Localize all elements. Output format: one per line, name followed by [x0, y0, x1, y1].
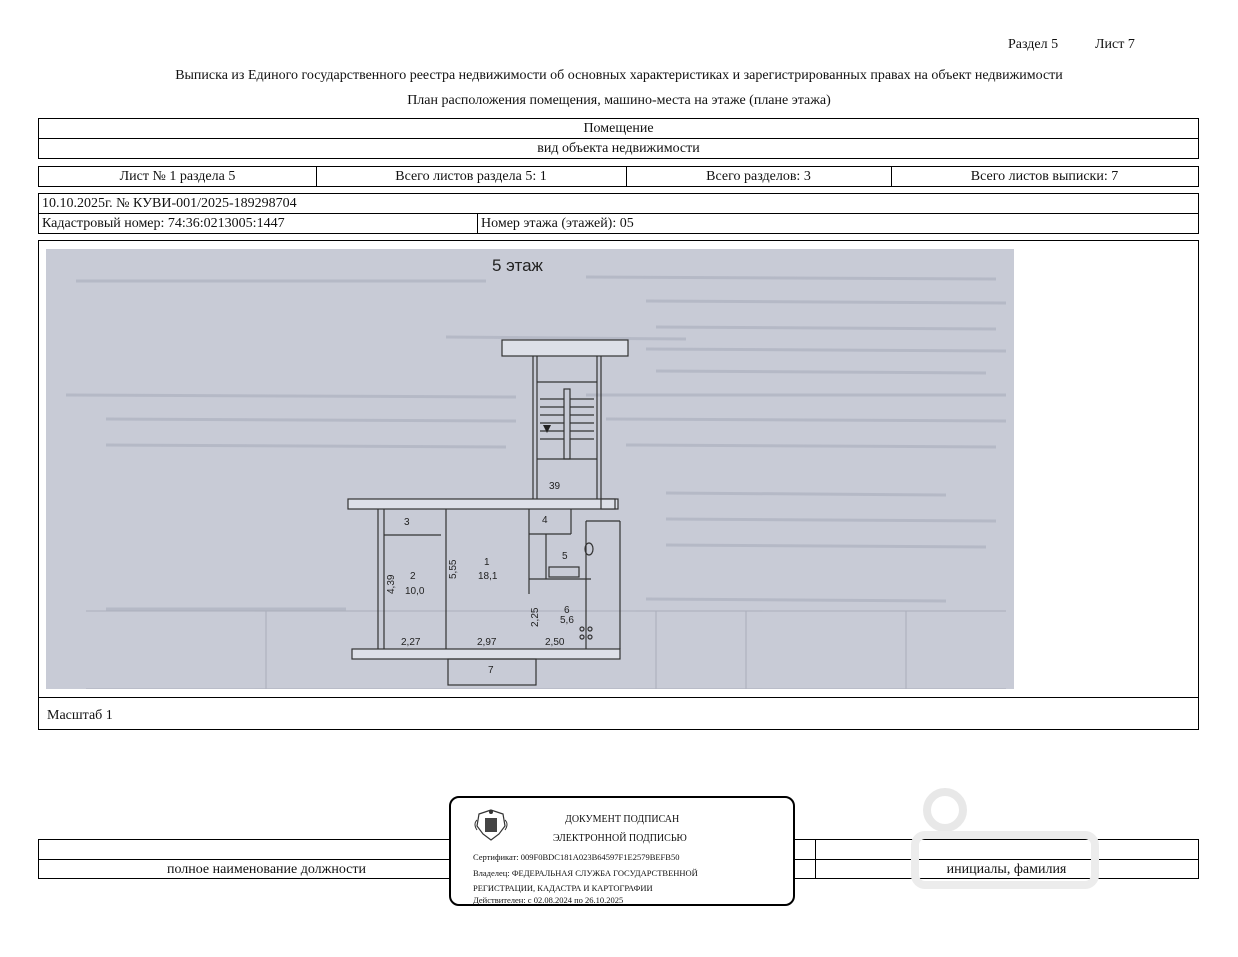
stamp-owner1: Владелец: ФЕДЕРАЛЬНАЯ СЛУЖБА ГОСУДАРСТВЕННОЙ [473, 868, 698, 878]
floor-plan-image [46, 249, 1014, 689]
sheet-label: Лист 7 [1095, 37, 1135, 52]
stamp-owner2: РЕГИСТРАЦИИ, КАДАСТРА И КАРТОГРАФИИ [473, 883, 653, 893]
document-title: Выписка из Единого государственного реестра недвижимости об основных характеристиках и зарегистрированных правах на объект недвижимости [175, 68, 1063, 83]
sheet-of-section: Лист № 1 раздела 5 [119, 169, 236, 184]
stair-number: 39 [549, 481, 561, 492]
object-type: Помещение [583, 121, 654, 136]
stamp-cert: Сертификат: 009F0BDC181A023B64597F1E2579BEFB50 [473, 852, 680, 862]
stamp-valid: Действителен: с 02.08.2024 по 26.10.2025 [473, 895, 624, 905]
object-type-table [38, 118, 1199, 159]
cadastral-number: Кадастровый номер: 74:36:0213005:1447 [42, 216, 285, 231]
e-signature-stamp [449, 796, 795, 906]
section-label: Раздел 5 [1008, 37, 1059, 52]
dim-225: 2,25 [530, 607, 541, 627]
floor-number: Номер этажа (этажей): 05 [481, 216, 634, 231]
room-1-area: 18,1 [478, 571, 498, 582]
room-2-area: 10,0 [405, 586, 425, 597]
object-type-caption: вид объекта недвижимости [537, 141, 700, 156]
floor-title: 5 этаж [492, 256, 543, 275]
sheets-in-section: Всего листов раздела 5: 1 [395, 169, 547, 184]
stamp-line2: ЭЛЕКТРОННОЙ ПОДПИСЬЮ [553, 833, 687, 844]
room-6-area: 5,6 [560, 615, 574, 626]
room-2-label: 2 [410, 571, 416, 582]
scale-label: Масштаб 1 [47, 708, 113, 723]
initials-caption: инициалы, фамилия [946, 862, 1067, 877]
record-info [38, 193, 1199, 234]
document-subtitle: План расположения помещения, машино-места на этаже (плане этажа) [407, 93, 831, 108]
room-4-label: 4 [542, 515, 548, 526]
sheet-info-row [38, 166, 1199, 187]
dim-297: 2,97 [477, 637, 497, 648]
record-date-number: 10.10.2025г. № КУВИ-001/2025-189298704 [42, 196, 297, 211]
room-7-label: 7 [488, 665, 494, 676]
total-sheets: Всего листов выписки: 7 [970, 169, 1119, 184]
room-1-label: 1 [484, 557, 490, 568]
dim-555: 5,55 [448, 559, 459, 579]
total-sections: Всего разделов: 3 [706, 169, 811, 184]
position-caption: полное наименование должности [166, 862, 367, 877]
dim-439: 4,39 [386, 574, 397, 594]
coat-of-arms-icon [471, 804, 511, 844]
dim-250: 2,50 [545, 637, 565, 648]
room-6-label: 6 [564, 605, 570, 616]
dim-227: 2,27 [401, 637, 421, 648]
stamp-line1: ДОКУМЕНТ ПОДПИСАН [565, 814, 680, 825]
stair-arrow-icon [543, 425, 551, 433]
room-3-label: 3 [404, 517, 410, 528]
room-5-label: 5 [562, 551, 568, 562]
watermark-logo [905, 780, 1105, 900]
